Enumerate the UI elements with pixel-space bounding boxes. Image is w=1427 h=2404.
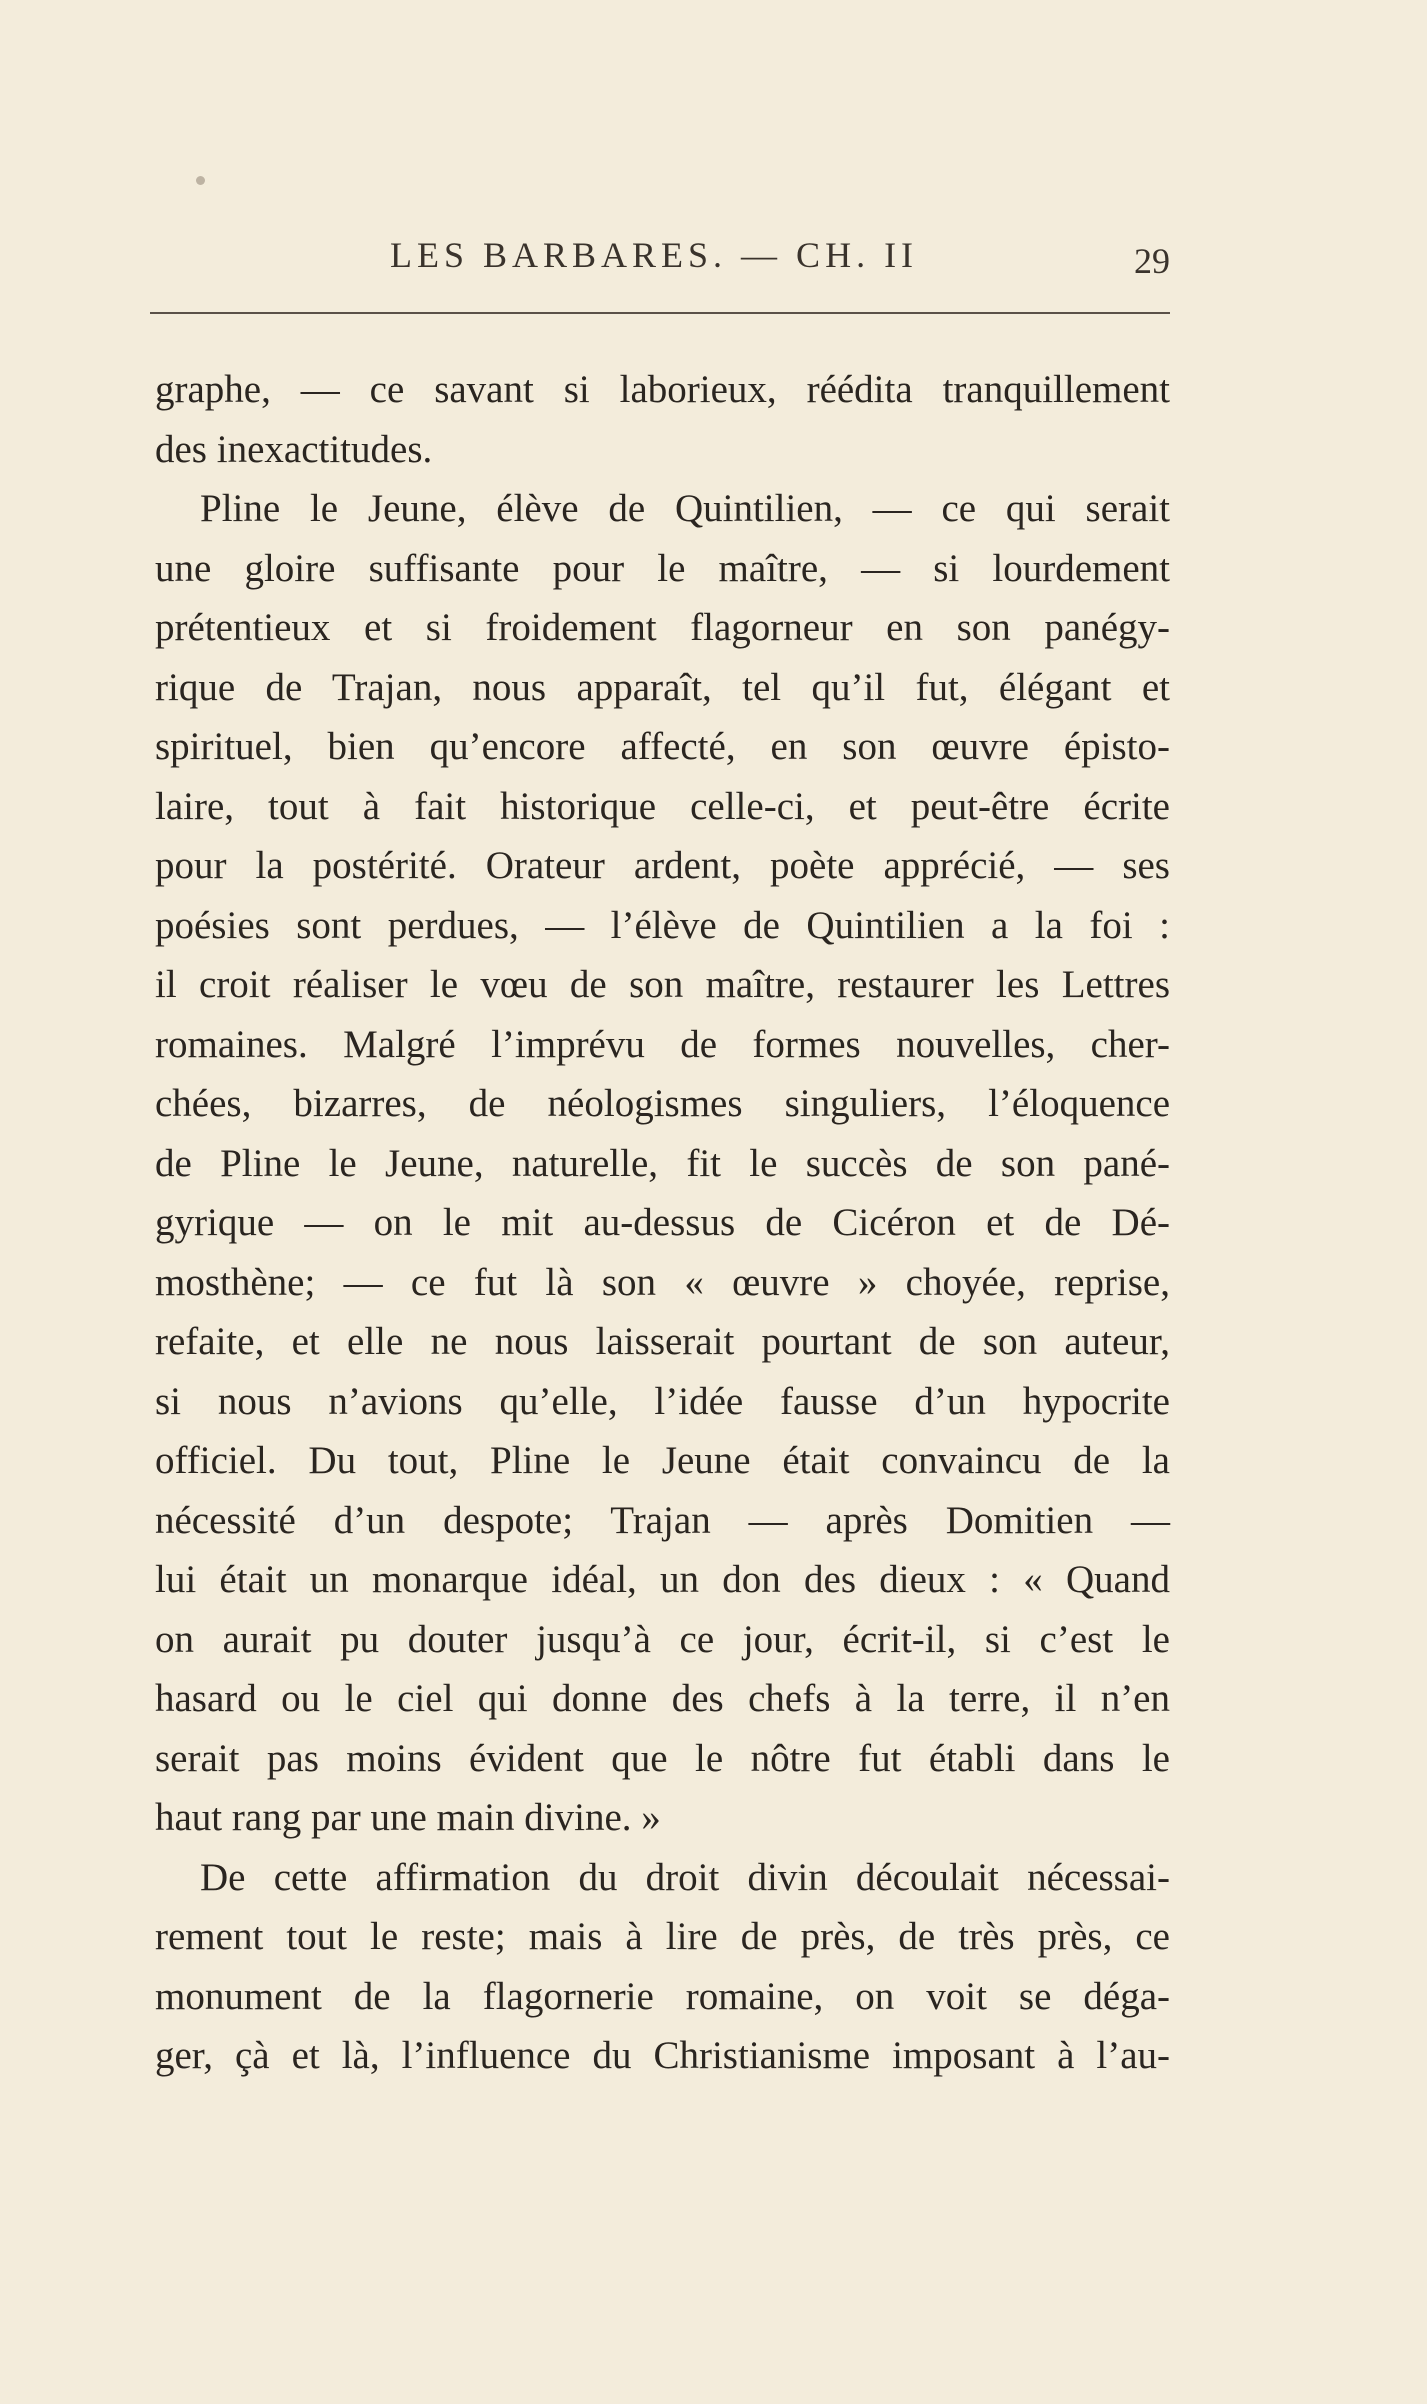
text-line: De cette affirmation du droit divin découlait nécessai- [200,1855,1170,1899]
text-line: lui était un monarque idéal, un don des dieux : « Quand [155,1558,1170,1601]
text-line: on aurait pu douter jusqu’à ce jour, écrit-il, si c’est le [155,1617,1170,1661]
text-line: de Pline le Jeune, naturelle, fit le succès de son pané- [155,1141,1170,1185]
header-rule [150,312,1170,314]
text-line: romaines. Malgré l’imprévu de formes nouvelles, cher- [155,1022,1170,1066]
running-title: LES BARBARES. — CH. II [390,235,919,275]
text-line: chées, bizarres, de néologismes singuliers, l’éloquence [155,1082,1170,1125]
running-head [150,234,1170,294]
text-line: monument de la flagornerie romaine, on voit se déga- [155,1974,1170,2018]
body-text [155,360,1170,2086]
text-line: gyrique — on le mit au-dessus de Cicéron et de Dé- [155,1201,1170,1244]
text-line: Pline le Jeune, élève de Quintilien, — ce qui serait [200,487,1170,530]
text-line: hasard ou le ciel qui donne des chefs à la terre, il n’en [155,1677,1170,1720]
text-line: spirituel, bien qu’encore affecté, en son œuvre épisto- [155,725,1170,768]
text-line: serait pas moins évident que le nôtre fut établi dans le [155,1736,1170,1780]
page-number: 29 [1134,241,1170,281]
text-line: si nous n’avions qu’elle, l’idée fausse d’un hypocrite [155,1379,1170,1423]
text-line: des inexactitudes. [155,427,433,471]
text-line: prétentieux et si froidement flagorneur en son panégy- [155,606,1170,649]
text-line: ger, çà et là, l’influence du Christianisme imposant à l’au- [155,2034,1170,2077]
paper-speck [196,176,205,185]
text-line: laire, tout à fait historique celle-ci, et peut-être écrite [155,784,1170,828]
text-line: rement tout le reste; mais à lire de près, de très près, ce [155,1915,1170,1958]
text-line: rique de Trajan, nous apparaît, tel qu’il fut, élégant et [155,665,1170,709]
text-line: officiel. Du tout, Pline le Jeune était convaincu de la [155,1439,1170,1482]
text-line: pour la postérité. Orateur ardent, poète apprécié, — ses [155,844,1170,887]
text-line: il croit réaliser le vœu de son maître, restaurer les Lettres [155,963,1170,1006]
text-line: graphe, — ce savant si laborieux, réédita tranquillement [155,368,1170,411]
text-line: une gloire suffisante pour le maître, — si lourdement [155,546,1170,590]
text-line: haut rang par une main divine. » [155,1796,661,1839]
text-line: poésies sont perdues, — l’élève de Quintilien a la foi : [155,903,1170,947]
text-line: mosthène; — ce fut là son « œuvre » choyée, reprise, [155,1260,1170,1304]
text-line: nécessité d’un despote; Trajan — après Domitien — [155,1498,1170,1542]
text-line: refaite, et elle ne nous laisserait pourtant de son auteur, [155,1320,1170,1363]
